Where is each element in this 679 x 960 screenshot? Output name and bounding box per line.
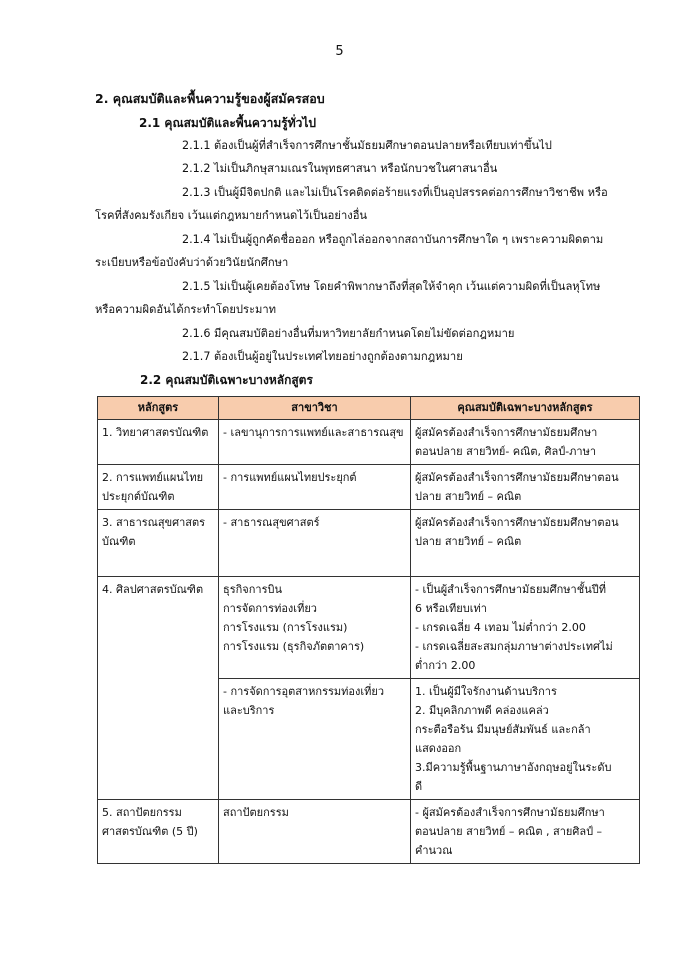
major-line: การโรงแรม (ธุรกิจภัตตาคาร)	[223, 640, 365, 653]
curriculum-requirements-table	[97, 396, 640, 864]
clause-2-1-4: 2.1.4 ไม่เป็นผู้ถูกคัดชื่อออก หรือถูกไล่ออกจากสถาบันการศึกษาใด ๆ เพราะความผิดตาม	[182, 233, 604, 246]
program-cell	[98, 510, 219, 577]
major-cell	[219, 420, 411, 465]
program-line: 1. วิทยาศาสตรบัณฑิต	[102, 426, 209, 439]
requirement-line: กระตือรือร้น มีมนุษย์สัมพันธ์ และกล้า	[415, 723, 591, 736]
table-row	[98, 510, 640, 577]
major-line: และบริการ	[223, 704, 275, 717]
clause-2-1-5-cont: หรือความผิดอันได้กระทำโดยประมาท	[95, 303, 277, 316]
table-row	[98, 800, 640, 864]
requirement-line: ดี	[415, 780, 423, 793]
major-cell	[219, 465, 411, 510]
requirement-cell	[411, 577, 640, 679]
requirement-line: ปลาย สายวิทย์ – คณิต	[415, 490, 522, 503]
requirement-line: ปลาย สายวิทย์ – คณิต	[415, 535, 522, 548]
requirement-cell	[411, 800, 640, 864]
major-cell	[219, 679, 411, 800]
requirement-line: 2. มีบุคลิกภาพดี คล่องแคล่ว	[415, 704, 549, 717]
program-cell	[98, 577, 219, 800]
requirement-line: 3.มีความรู้พื้นฐานภาษาอังกฤษอยู่ในระดับ	[415, 761, 612, 774]
header-program: หลักสูตร	[98, 397, 219, 420]
section-2-title: 2. คุณสมบัติและพื้นความรู้ของผู้สมัครสอบ	[95, 91, 325, 106]
major-cell	[219, 800, 411, 864]
requirement-line: ผู้สมัครต้องสำเร็จการศึกษามัธยมศึกษาตอน	[415, 471, 619, 484]
clause-2-1-3: 2.1.3 เป็นผู้มีจิตปกติ และไม่เป็นโรคติดต่อร้ายแรงที่เป็นอุปสรรคต่อการศึกษาวิชาชีพ หรือ	[182, 186, 608, 199]
table-header-row	[98, 397, 640, 420]
requirement-line: 1. เป็นผู้มีใจรักงานด้านบริการ	[415, 685, 557, 698]
program-cell	[98, 420, 219, 465]
major-line: ธุรกิจการบิน	[223, 583, 282, 596]
major-cell	[219, 577, 411, 679]
clause-2-1-2: 2.1.2 ไม่เป็นภิกษุสามเณรในพุทธศาสนา หรือนักบวชในศาสนาอื่น	[182, 162, 498, 175]
program-line: 3. สาธารณสุขศาสตร	[102, 516, 206, 529]
table-row	[98, 420, 640, 465]
section-2-2-title: 2.2 คุณสมบัติเฉพาะบางหลักสูตร	[140, 373, 313, 387]
program-cell	[98, 800, 219, 864]
requirement-line: - เป็นผู้สำเร็จการศึกษามัธยมศึกษาชั้นปีที่	[415, 583, 606, 596]
program-cell	[98, 465, 219, 510]
requirement-cell	[411, 420, 640, 465]
program-line: บัณฑิต	[102, 535, 136, 548]
major-line: การโรงแรม (การโรงแรม)	[223, 621, 348, 634]
major-cell	[219, 510, 411, 577]
program-line: 4. ศิลปศาสตรบัณฑิต	[102, 583, 204, 596]
clause-2-1-7: 2.1.7 ต้องเป็นผู้อยู่ในประเทศไทยอย่างถูกต้องตามกฎหมาย	[182, 350, 463, 363]
major-line: สถาปัตยกรรม	[223, 806, 289, 819]
clause-2-1-5: 2.1.5 ไม่เป็นผู้เคยต้องโทษ โดยคำพิพากษาถึงที่สุดให้จำคุก เว้นแต่ความผิดที่เป็นลหุโทษ	[182, 280, 601, 293]
requirement-line: คำนวณ	[415, 844, 453, 857]
requirement-line: ผู้สมัครต้องสำเร็จการศึกษามัธยมศึกษา	[415, 426, 598, 439]
requirement-line: - เกรดเฉลี่ยสะสมกลุ่มภาษาต่างประเทศไม่	[415, 640, 613, 653]
major-line: การจัดการท่องเที่ยว	[223, 602, 317, 615]
program-line: 2. การแพทย์แผนไทย	[102, 471, 204, 484]
requirement-cell	[411, 679, 640, 800]
clause-2-1-3-cont: โรคที่สังคมรังเกียจ เว้นแต่กฎหมายกำหนดไว้เป็นอย่างอื่น	[95, 209, 368, 222]
program-line: ศาสตรบัณฑิต (5 ปี)	[102, 825, 198, 838]
table-row	[98, 465, 640, 510]
requirement-cell	[411, 510, 640, 577]
clause-2-1-6: 2.1.6 มีคุณสมบัติอย่างอื่นที่มหาวิทยาลัยกำหนดโดยไม่ขัดต่อกฎหมาย	[182, 327, 515, 340]
header-major: สาขาวิชา	[219, 397, 411, 420]
requirement-line: - เกรดเฉลี่ย 4 เทอม ไม่ต่ำกว่า 2.00	[415, 621, 586, 634]
requirement-line: ตอนปลาย สายวิทย์- คณิต, ศิลป์-ภาษา	[415, 445, 597, 458]
page-number: 5	[335, 44, 344, 59]
header-requirements: คุณสมบัติเฉพาะบางหลักสูตร	[411, 397, 640, 420]
requirement-line: 6 หรือเทียบเท่า	[415, 602, 487, 615]
major-line: - การจัดการอุตสาหกรรมท่องเที่ยว	[223, 685, 385, 698]
table-row	[98, 577, 640, 679]
major-line: - การแพทย์แผนไทยประยุกต์	[223, 471, 357, 484]
clause-2-1-4-cont: ระเบียบหรือข้อบังคับว่าด้วยวินัยนักศึกษา	[95, 256, 289, 269]
requirement-line: - ผู้สมัครต้องสำเร็จการศึกษามัธยมศึกษา	[415, 806, 605, 819]
requirement-line: ตอนปลาย สายวิทย์ – คณิต , สายศิลป์ –	[415, 825, 603, 838]
requirement-line: แสดงออก	[415, 742, 462, 755]
requirement-cell	[411, 465, 640, 510]
clause-2-1-1: 2.1.1 ต้องเป็นผู้ที่สำเร็จการศึกษาชั้นมัธยมศึกษาตอนปลายหรือเทียบเท่าขึ้นไป	[182, 139, 552, 152]
requirement-line: ต่ำกว่า 2.00	[415, 659, 476, 672]
major-line: - สาธารณสุขศาสตร์	[223, 516, 320, 529]
major-line: - เลขานุการการแพทย์และสาธารณสุข	[223, 426, 404, 439]
program-line: 5. สถาปัตยกรรม	[102, 806, 182, 819]
section-2-1-title: 2.1 คุณสมบัติและพื้นความรู้ทั่วไป	[139, 116, 317, 130]
requirement-line: ผู้สมัครต้องสำเร็จการศึกษามัธยมศึกษาตอน	[415, 516, 619, 529]
program-line: ประยุกต์บัณฑิต	[102, 490, 175, 503]
